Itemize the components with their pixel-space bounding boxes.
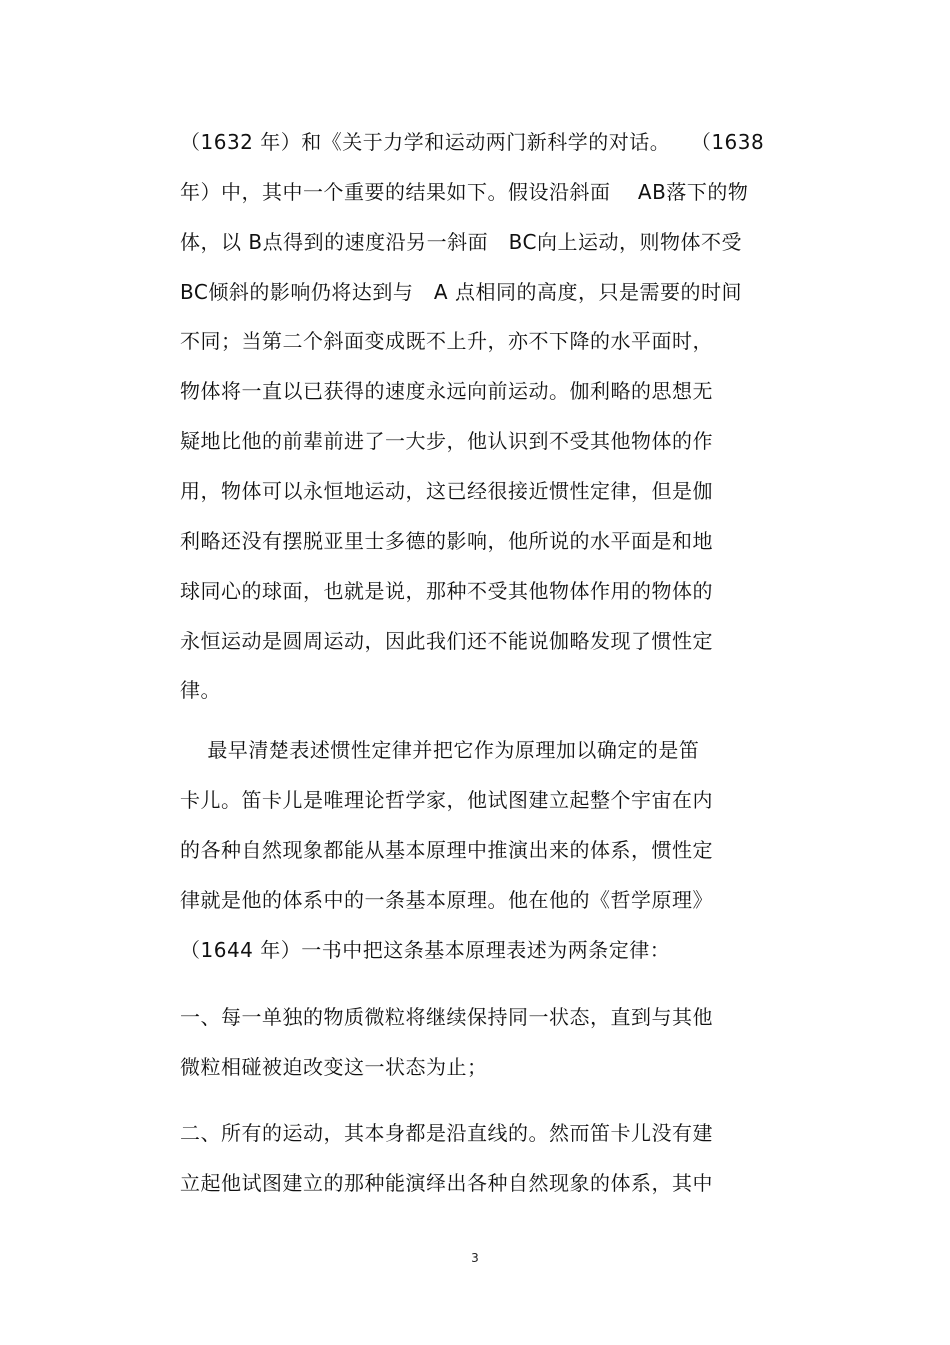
text-line: 律就是他的体系中的一条基本原理。他在他的《哲学原理》: [180, 888, 713, 912]
text-line: （1632 年）和《关于力学和运动两门新科学的对话。 （1638: [180, 130, 765, 154]
text-line: 不同；当第二个斜面变成既不上升，亦不下降的水平面时，: [180, 329, 713, 353]
text-line: 利略还没有摆脱亚里士多德的影响，他所说的水平面是和地: [180, 529, 713, 553]
paragraph-start-line: 最早清楚表述惯性定律并把它作为原理加以确定的是笛: [180, 738, 700, 762]
text-line: 球同心的球面，也就是说，那种不受其他物体作用的物体的: [180, 579, 713, 603]
text-line: 卡儿。笛卡儿是唯理论哲学家，他试图建立起整个宇宙在内: [180, 788, 713, 812]
text-line: 立起他试图建立的那种能演绎出各种自然现象的体系，其中: [180, 1171, 713, 1195]
text-line: （1644 年）一书中把这条基本原理表述为两条定律：: [180, 938, 671, 962]
text-line: 用，物体可以永恒地运动，这已经很接近惯性定律，但是伽: [180, 479, 713, 503]
text-line: 永恒运动是圆周运动，因此我们还不能说伽略发现了惯性定: [180, 629, 713, 653]
text-line: 微粒相碰被迫改变这一状态为止；: [180, 1055, 488, 1079]
law-one-line: 一、每一单独的物质微粒将继续保持同一状态，直到与其他: [180, 1005, 713, 1029]
text-line: 体，以 B点得到的速度沿另一斜面 BC向上运动，则物体不受: [180, 230, 742, 254]
text-line: 年）中，其中一个重要的结果如下。假设沿斜面 AB落下的物: [180, 180, 749, 204]
page-number: 3: [471, 1251, 479, 1265]
text-line: 疑地比他的前辈前进了一大步，他认识到不受其他物体的作: [180, 429, 713, 453]
text-line: BC倾斜的影响仍将达到与 A 点相同的高度，只是需要的时间: [180, 280, 742, 304]
law-two-line: 二、所有的运动，其本身都是沿直线的。然而笛卡儿没有建: [180, 1121, 713, 1145]
text-line: 律。: [180, 678, 221, 702]
text-line: 的各种自然现象都能从基本原理中推演出来的体系，惯性定: [180, 838, 713, 862]
text-line: 物体将一直以已获得的速度永远向前运动。伽利略的思想无: [180, 379, 713, 403]
